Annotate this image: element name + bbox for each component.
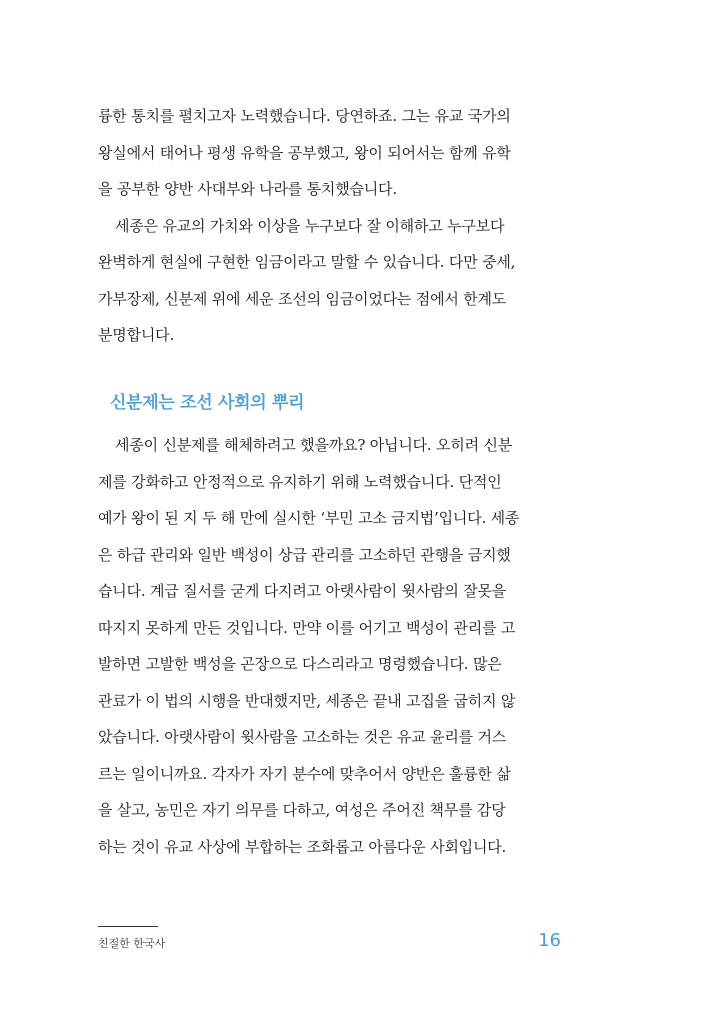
text-line: 제를 강화하고 안정적으로 유지하기 위해 노력했습니다. 단적인 <box>98 472 502 491</box>
paragraph-2 <box>98 208 568 354</box>
text-line: 예가 왕이 된 지 두 해 만에 실시한 ‘부민 고소 금지법’입니다. 세종 <box>98 509 520 527</box>
text-line: 았습니다. 아랫사람이 윗사람을 고소하는 것은 유교 윤리를 거스 <box>98 728 507 746</box>
text-line: 세종은 유교의 가치와 이상을 누구보다 잘 이해하고 누구보다 <box>115 216 505 235</box>
section-body <box>98 427 568 865</box>
text-line: 을 공부한 양반 사대부와 나라를 통치했습니다. <box>98 180 397 198</box>
paragraph-1 <box>98 98 568 208</box>
page-body <box>98 98 568 354</box>
page-number: 16 <box>538 930 561 951</box>
text-line: 하는 것이 유교 사상에 부합하는 조화롭고 아름다운 사회입니다. <box>98 837 507 856</box>
text-line: 발하면 고발한 백성을 곤장으로 다스리라고 명령했습니다. 많은 <box>98 655 502 673</box>
text-line: 분명합니다. <box>98 326 175 344</box>
text-line: 을 살고, 농민은 자기 의무를 다하고, 여성은 주어진 책무를 감당 <box>98 801 506 819</box>
text-line: 완벽하게 현실에 구현한 임금이라고 말할 수 있습니다. 다만 중세, <box>98 253 516 271</box>
text-line: 습니다. 계급 질서를 굳게 다지려고 아랫사람이 윗사람의 잘못을 <box>98 582 507 600</box>
text-line: 르는 일이니까요. 각자가 자기 분수에 맞추어서 양반은 훌륭한 삶 <box>98 764 511 783</box>
footer-divider <box>98 926 158 927</box>
text-line: 가부장제, 신분제 위에 세운 조선의 임금이었다는 점에서 한계도 <box>98 289 507 308</box>
text-line: 륭한 통치를 펼치고자 노력했습니다. 당연하죠. 그는 유교 국가의 <box>98 107 511 125</box>
paragraph-3 <box>98 427 568 865</box>
text-line: 관료가 이 법의 시행을 반대했지만, 세종은 끝내 고집을 굽히지 않 <box>98 691 516 710</box>
text-line: 따지지 못하게 만든 것입니다. 만약 이를 어기고 백성이 관리를 고 <box>98 618 516 637</box>
text-line: 왕실에서 태어나 평생 유학을 공부했고, 왕이 되어서는 함께 유학 <box>98 143 511 162</box>
text-line: 은 하급 관리와 일반 백성이 상급 관리를 고소하던 관행을 금지했 <box>98 545 511 564</box>
text-line: 세종이 신분제를 해체하려고 했을까요? 아닙니다. 오히려 신분 <box>115 436 513 454</box>
section-heading: 신분제는 조선 사회의 뿌리 <box>110 393 305 413</box>
footer-book-title: 친절한 한국사 <box>98 937 166 950</box>
